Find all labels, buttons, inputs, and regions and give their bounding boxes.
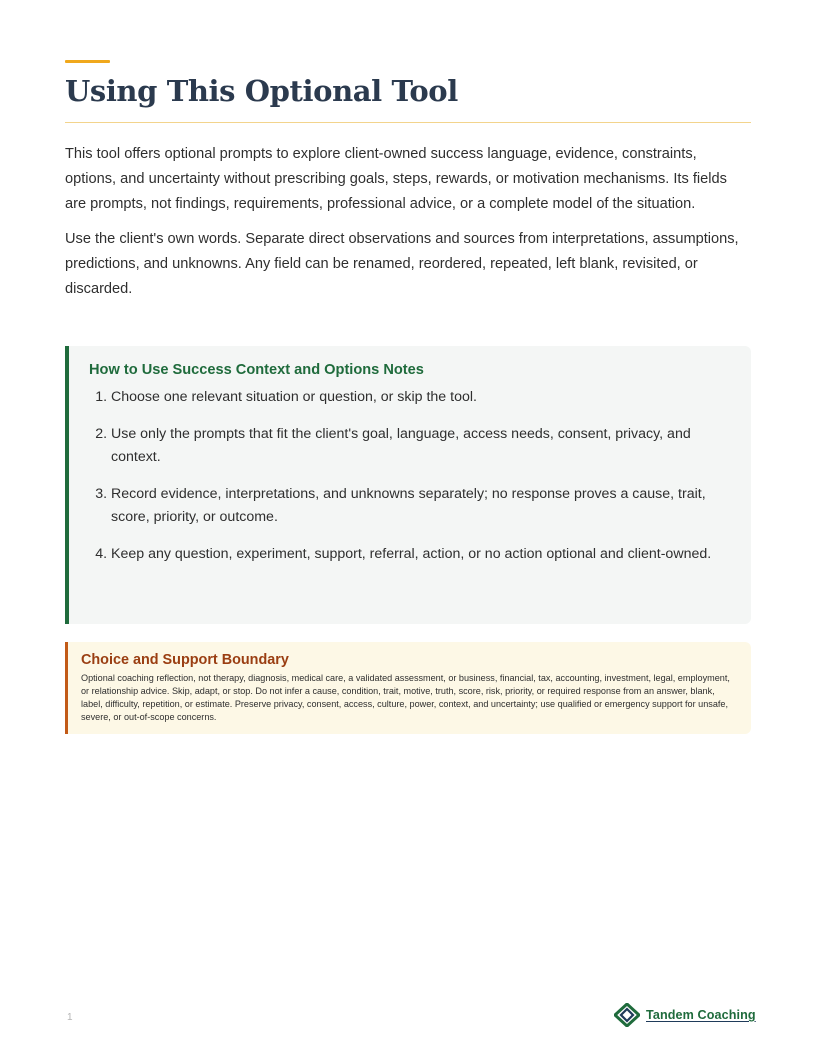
boundary-callout: [65, 642, 751, 734]
boundary-text: Optional coaching reflection, not therapy, diagnosis, medical care, a validated assessment, or business, financial, tax, accounting, investment, legal, employment, or relationship advice. Skip, adapt, or stop. Do not infer a cause, condition, trait, motive, truth, score, risk, priority, or required response from an answer, blank, label, difficulty, repetition, or estimate. Preserve privacy, consent, access, culture, power, context, and uncertainty; use qualified or emergency support for unsafe, severe, or out-of-scope concerns.: [81, 673, 730, 722]
howto-steps-list: [89, 386, 727, 566]
intro-paragraph-1: This tool offers optional prompts to explore client-owned success language, evidence, constraints, options, and uncertainty without prescribing goals, steps, rewards, or motivation mechanisms. Its fields are prompts, not findings, requirements, professional advice, or a complete model of the situation.: [65, 146, 727, 212]
boundary-heading: Choice and Support Boundary: [81, 652, 289, 668]
title-divider: [65, 122, 751, 123]
brand-name: Tandem Coaching: [646, 1008, 756, 1022]
howto-step-2: 2. Use only the prompts that fit the client's goal, language, access needs, consent, privacy, and context.: [111, 423, 727, 469]
page-title: Using This Optional Tool: [65, 74, 458, 108]
page-number: 1: [67, 1012, 73, 1023]
howto-step-4: 4. Keep any question, experiment, support, referral, action, or no action optional and client-owned.: [111, 543, 727, 566]
howto-step-1: 1. Choose one relevant situation or question, or skip the tool.: [111, 386, 727, 409]
howto-callout: [65, 346, 751, 624]
intro-section: [65, 142, 751, 312]
howto-heading: How to Use Success Context and Options Notes: [89, 362, 424, 378]
howto-step-3: 3. Record evidence, interpretations, and unknowns separately; no response proves a cause, trait, score, priority, or outcome.: [111, 483, 727, 529]
diamond-logo-icon: [614, 1003, 640, 1027]
title-accent-bar: [65, 60, 110, 63]
intro-paragraph-2: Use the client's own words. Separate direct observations and sources from interpretations, assumptions, predictions, and unknowns. Any field can be renamed, reordered, repeated, left blank, revisited, or discarded.: [65, 231, 739, 297]
brand-logo: [614, 1003, 756, 1027]
